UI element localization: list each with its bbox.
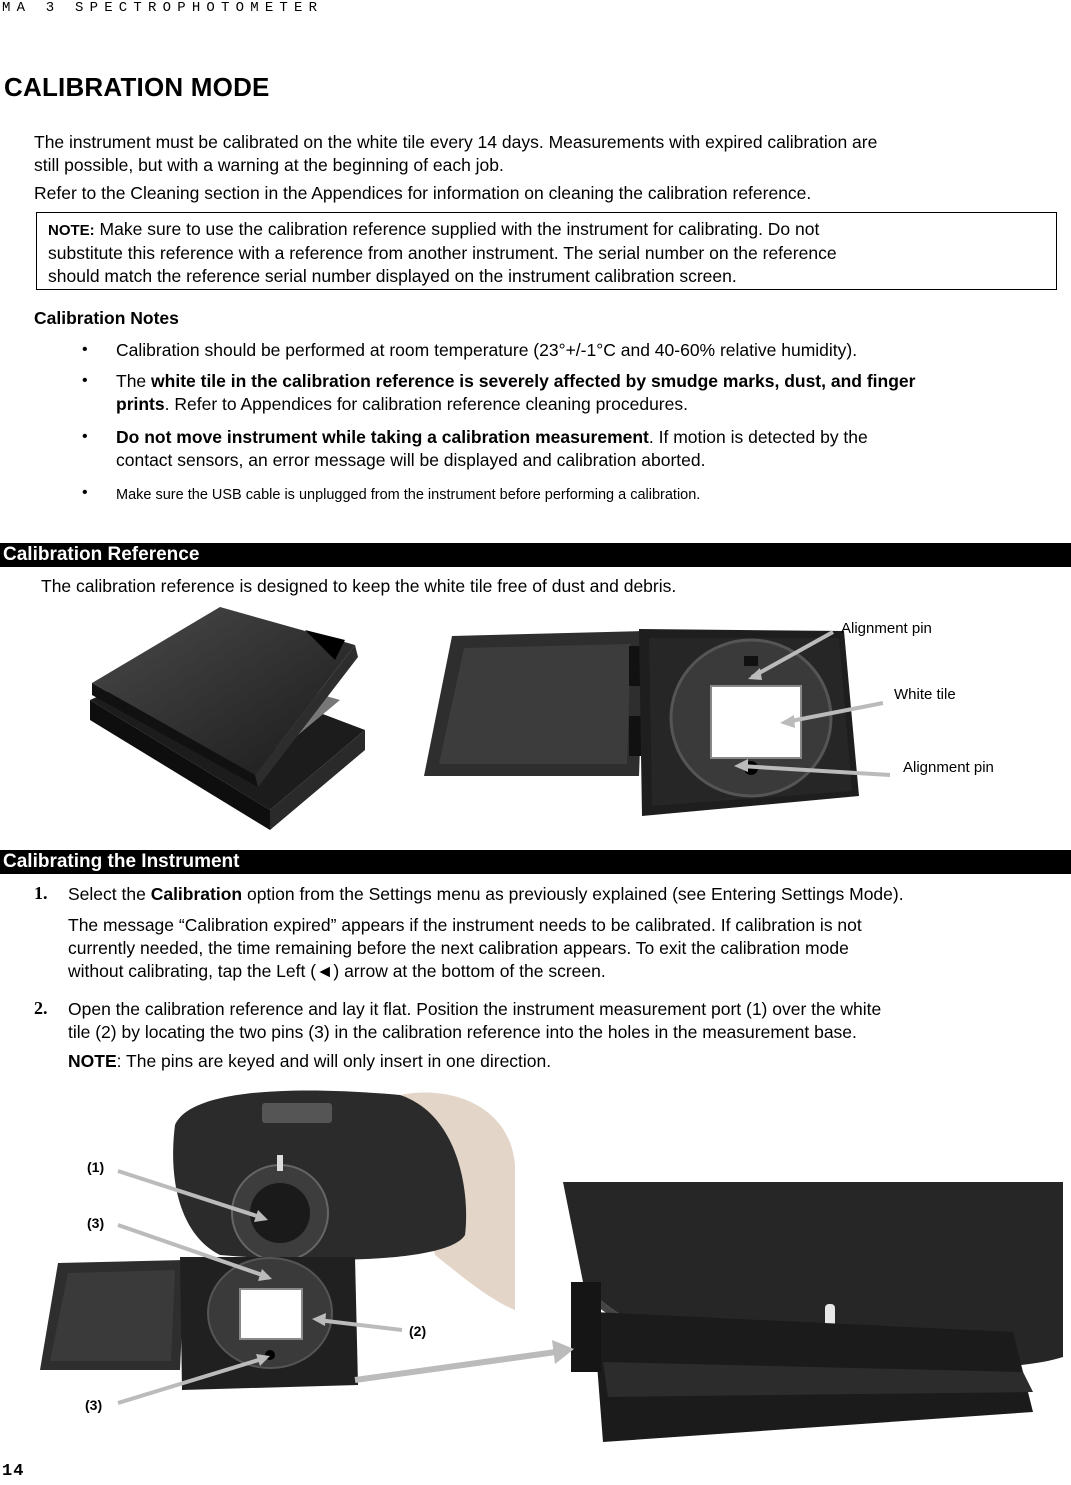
bullet-2: • [82,372,88,389]
step-1-bold: Calibration [150,884,243,904]
step-1-number: 1. [34,883,48,903]
b2-bold2: prints [116,394,165,414]
intro-line-1: The instrument must be calibrated on the white tile every 14 days. Measurements with expired calibration are [34,132,878,152]
note-line-3: should match the reference serial number displayed on the instrument calibration screen. [48,266,737,286]
bullet-1: • [82,341,88,358]
note-line-2: substitute this reference with a reference from another instrument. The serial number on the reference [48,243,837,263]
b2-post: . Refer to Appendices for calibration reference cleaning procedures. [164,394,688,414]
section-bar-calibration-reference: Calibration Reference [0,543,1071,567]
section-bar-calibrating-instrument: Calibrating the Instrument [0,850,1071,874]
bullet-3: • [82,428,88,445]
intro-line-2: still possible, but with a warning at the beginning of each job. [34,155,504,175]
calibration-notes-heading: Calibration Notes [34,308,179,328]
step-1-line-4: without calibrating, tap the Left (◄) arrow at the bottom of the screen. [68,961,606,981]
note-label: NOTE: [48,222,95,239]
b2-pre: The [116,371,152,391]
note-bullet-1: Calibration should be performed at room temperature (23°+/-1°C and 40-60% relative humidity). [116,340,858,360]
step-1-line-2: The message “Calibration expired” appears if the instrument needs to be calibrated. If calibration is not [68,915,862,935]
step-2-note-text: : The pins are keyed and will only insert in one direction. [116,1051,552,1071]
b3-bold: Do not move instrument while taking a calibration measurement [116,427,649,447]
step-1-line-3: currently needed, the time remaining before the next calibration appears. To exit the calibration mode [68,938,849,958]
b3-post: . If motion is detected by the [648,427,868,447]
step-2-note-label: NOTE [68,1051,117,1071]
note-bullet-4: Make sure the USB cable is unplugged from the instrument before performing a calibration. [116,487,701,503]
intro-cleaning-ref: Refer to the Cleaning section in the Appendices for information on cleaning the calibration reference. [34,183,812,203]
reference-description: The calibration reference is designed to keep the white tile free of dust and debris. [41,576,677,596]
label-alignment-pin-top: Alignment pin [841,620,932,637]
callout-3-bottom: (3) [85,1397,103,1413]
b2-bold: white tile in the calibration reference is severely affected by smudge marks, dust, and finger [151,371,916,391]
page-number: 14 [2,1462,25,1481]
step-2-line-1: Open the calibration reference and lay it flat. Position the instrument measurement port (1) over the white [68,999,882,1019]
page-title: CALIBRATION MODE [4,72,270,102]
step-1-post: option from the Settings menu as previously explained (see Entering Settings Mode). [242,884,904,904]
b3-line2: contact sensors, an error message will be displayed and calibration aborted. [116,450,706,470]
callout-3-top: (3) [87,1215,105,1231]
callout-1: (1) [87,1159,105,1175]
callout-2: (2) [409,1323,427,1339]
label-alignment-pin-bottom: Alignment pin [903,759,994,776]
step-2-number: 2. [34,998,48,1018]
label-white-tile: White tile [894,686,956,703]
bullet-4: • [82,484,88,501]
step-1-pre: Select the [68,884,151,904]
step-2-line-2: tile (2) by locating the two pins (3) in the calibration reference into the holes in the measurement base. [68,1022,857,1042]
running-header: MA 3 SPECTROPHOTOMETER [2,0,324,16]
note-line-1: Make sure to use the calibration reference supplied with the instrument for calibrating. Do not [94,219,820,239]
